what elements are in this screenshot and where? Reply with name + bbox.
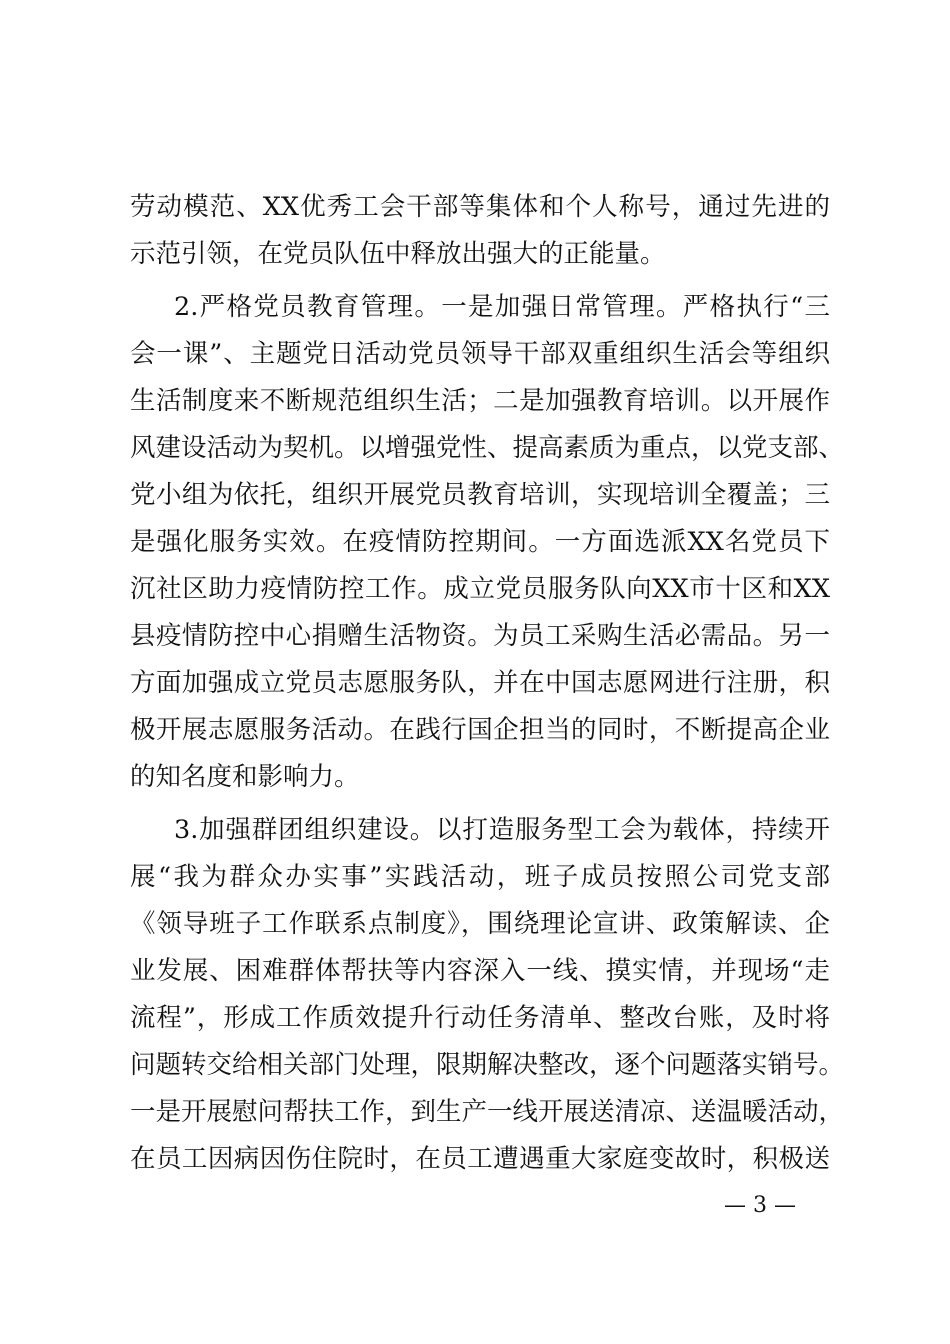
paragraph-start-line: 3.加强群团组织建设。以打造服务型工会为载体，持续开	[174, 815, 830, 845]
text-line: 示范引领，在党员队伍中释放出强大的正能量。	[130, 239, 666, 269]
paragraph-start-line: 2.严格党员教育管理。一是加强日常管理。严格执行“三	[174, 292, 830, 322]
text-line: 极开展志愿服务活动。在践行国企担当的同时，不断提高企业	[130, 715, 830, 745]
text-line: 是强化服务实效。在疫情防控期间。一方面选派XX名党员下	[130, 527, 830, 557]
text-line: 业发展、困难群体帮扶等内容深入一线、摸实情，并现场“走	[130, 956, 830, 986]
text-line: 党小组为依托，组织开展党员教育培训，实现培训全覆盖；三	[130, 480, 830, 510]
text-line: 沉社区助力疫情防控工作。成立党员服务队向XX市十区和XX	[130, 574, 830, 604]
text-line: 会一课”、主题党日活动党员领导干部双重组织生活会等组织	[130, 339, 830, 369]
text-line: 《领导班子工作联系点制度》，围绕理论宣讲、政策解读、企	[130, 909, 830, 939]
text-line: 生活制度来不断规范组织生活；二是加强教育培训。以开展作	[130, 386, 830, 416]
text-line: 展“我为群众办实事”实践活动，班子成员按照公司党支部	[130, 862, 830, 892]
page-number: — 3 —	[724, 1193, 796, 1218]
text-line: 方面加强成立党员志愿服务队，并在中国志愿网进行注册，积	[130, 668, 830, 698]
text-line: 一是开展慰问帮扶工作，到生产一线开展送清凉、送温暖活动，	[130, 1097, 845, 1127]
text-line: 的知名度和影响力。	[130, 762, 360, 792]
text-line: 县疫情防控中心捐赠生活物资。为员工采购生活必需品。另一	[130, 621, 830, 651]
text-line: 风建设活动为契机。以增强党性、提高素质为重点，以党支部、	[130, 433, 845, 463]
text-line: 流程”，形成工作质效提升行动任务清单、整改台账，及时将	[130, 1003, 830, 1033]
text-line: 在员工因病因伤住院时，在员工遭遇重大家庭变故时，积极送	[130, 1144, 830, 1174]
text-line: 问题转交给相关部门处理，限期解决整改，逐个问题落实销号。	[130, 1050, 845, 1080]
text-line: 劳动模范、XX优秀工会干部等集体和个人称号，通过先进的	[130, 192, 830, 222]
